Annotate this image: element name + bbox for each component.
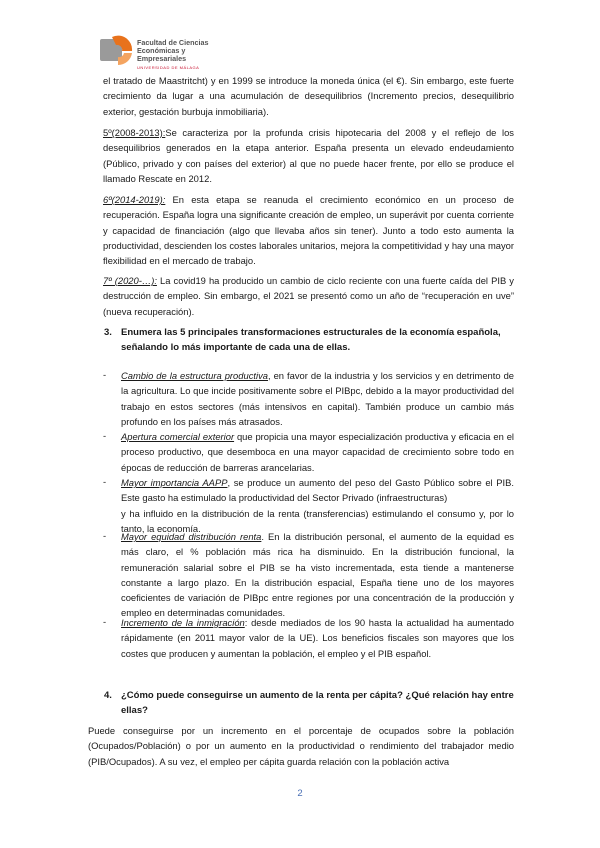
bullet-public-sector-label: Mayor importancia AAPP bbox=[121, 477, 228, 488]
question-3-number: 3. bbox=[104, 327, 112, 338]
bullet-structure-label: Cambio de la estructura productiva bbox=[121, 370, 268, 381]
bullet-immigration bbox=[121, 615, 514, 661]
question-4-text: ¿Cómo puede conseguirse un aumento de la renta per cápita? ¿Qué relación hay entre ellas? bbox=[121, 690, 514, 717]
period-5-text: Se caracteriza por la profunda crisis hipotecaria del 2008 y el reflejo de los desequilibrios generados en la etapa anterior. España presenta un elevado endeudamiento (Público, privado y con países del exterior) al que no puede hacer frente, por ello se produce el llamado Rescate en 2012. bbox=[103, 127, 514, 184]
bullet-equity-text: . En la distribución personal, el aumento de la equidad es más claro, el % población más rica ha disminuido. En la distribución funcional, la remuneración salarial sobre el PIB se ha visto incrementada, esta tiende a mantenerse constante a largo plazo. En la distribución espacial, España tiene uno de los mayores coeficientes de variación de PIBpc entre regiones por una concentración de la producción y empleo en determinadas comunidades. bbox=[121, 531, 514, 619]
bullet-dash: - bbox=[103, 430, 107, 441]
university-name: UNIVERSIDAD DE MÁLAGA bbox=[137, 65, 200, 70]
period-7-label: 7º (2020-…): bbox=[103, 275, 157, 286]
bullet-dash: - bbox=[103, 369, 107, 380]
period-7-paragraph bbox=[103, 273, 514, 319]
bullet-public-sector bbox=[121, 475, 514, 536]
bullet-trade bbox=[121, 429, 514, 475]
bullet-immigration-text: : desde mediados de los 90 hasta la actualidad ha aumentado rápidamente (en 2011 mayor valor de la UE). Los beneficios fiscales son mayores que los costes que producen y aumentan la población, el empleo y el PIB español. bbox=[121, 617, 514, 659]
bullet-dash: - bbox=[103, 530, 107, 541]
period-6-label: 6º(2014-2019): bbox=[103, 194, 166, 205]
bullet-trade-label: Apertura comercial exterior bbox=[121, 431, 235, 442]
question-3-heading bbox=[104, 325, 514, 356]
bullet-immigration-label: Incremento de la inmigración bbox=[121, 617, 245, 628]
bullet-structure-text: , en favor de la industria y los servicios y en detrimento de la agricultura. Lo que incide positivamente sobre el PIBpc, debido a la mayor productividad del trabajo en estos sectores (más intensivos en capital). También produce un cambio más profundo en los países más atrasados. bbox=[121, 370, 515, 427]
bullet-public-sector-text: , se produce un aumento del peso del Gasto Público sobre el PIB. Este gasto ha estimulado la productividad del Sector Privado (infraestructuras) bbox=[121, 477, 514, 504]
period-7-text: La covid19 ha producido un cambio de ciclo reciente con una fuerte caída del PIB y destrucción de empleo. Sin embargo, el 2021 se presentó como un año de “recuperación en uve” (nueva recuperación). bbox=[103, 275, 514, 317]
question-4-number: 4. bbox=[104, 690, 112, 701]
bullet-trade-text: que propicia una mayor especialización productiva y eficacia en el proceso productivo, que desemboca en una mayor capacidad de crecimiento sobre todo en épocas de reducción de barreras arancelarias. bbox=[121, 431, 514, 473]
bullet-structure bbox=[121, 368, 514, 429]
answer-4-paragraph: Puede conseguirse por un incremento en el porcentaje de ocupados sobre la población (Ocupados/Población) o por un aumento en la productividad o rendimiento del trabajador medio (PIB/Ocupados). A su vez, el empleo per cápita guarda relación con la población activa bbox=[88, 725, 514, 767]
bullet-dash: - bbox=[103, 476, 107, 487]
page-number: 2 bbox=[297, 788, 303, 799]
institution-name-text: Facultad de Ciencias Económicas y Empresariales bbox=[137, 38, 209, 63]
period-5-label: 5º(2008-2013): bbox=[103, 127, 166, 138]
bullet-public-sector-text-2: y ha influido en la distribución de la renta (transferencias) estimulando el consumo y, por lo tanto, la economía. bbox=[121, 507, 514, 534]
period-6-paragraph bbox=[103, 192, 514, 268]
bullet-equity bbox=[121, 529, 514, 621]
period-5-paragraph bbox=[103, 125, 514, 186]
question-4-heading bbox=[104, 688, 514, 719]
bullet-dash: - bbox=[103, 616, 107, 627]
period-6-text: En esta etapa se reanuda el crecimiento económico en un proceso de recuperación. España logra una significante creación de empleo, un superávit por cuenta corriente y capacidad de financiación (algo que llevaba años sin tener). Junto a todo esto aumenta la productividad, descienden los costes laborales unitarios, mejora la competitividad y hay una mayor flexibilidad en el mercado de trabajo. bbox=[103, 194, 514, 267]
question-3-text: Enumera las 5 principales transformaciones estructurales de la economía española, señalando lo más importante de cada una de ellas. bbox=[121, 327, 501, 354]
bullet-equity-label: Mayor equidad distribución renta bbox=[121, 531, 262, 542]
intro-paragraph: el tratado de Maastritcht) y en 1999 se introduce la moneda única (el €). Sin embargo, este fuerte crecimiento da lugar a una acumulación de desequilibrios (Incremento precios, desequilibrio exterior, gestación burbuja inmobiliaria). bbox=[103, 75, 514, 117]
